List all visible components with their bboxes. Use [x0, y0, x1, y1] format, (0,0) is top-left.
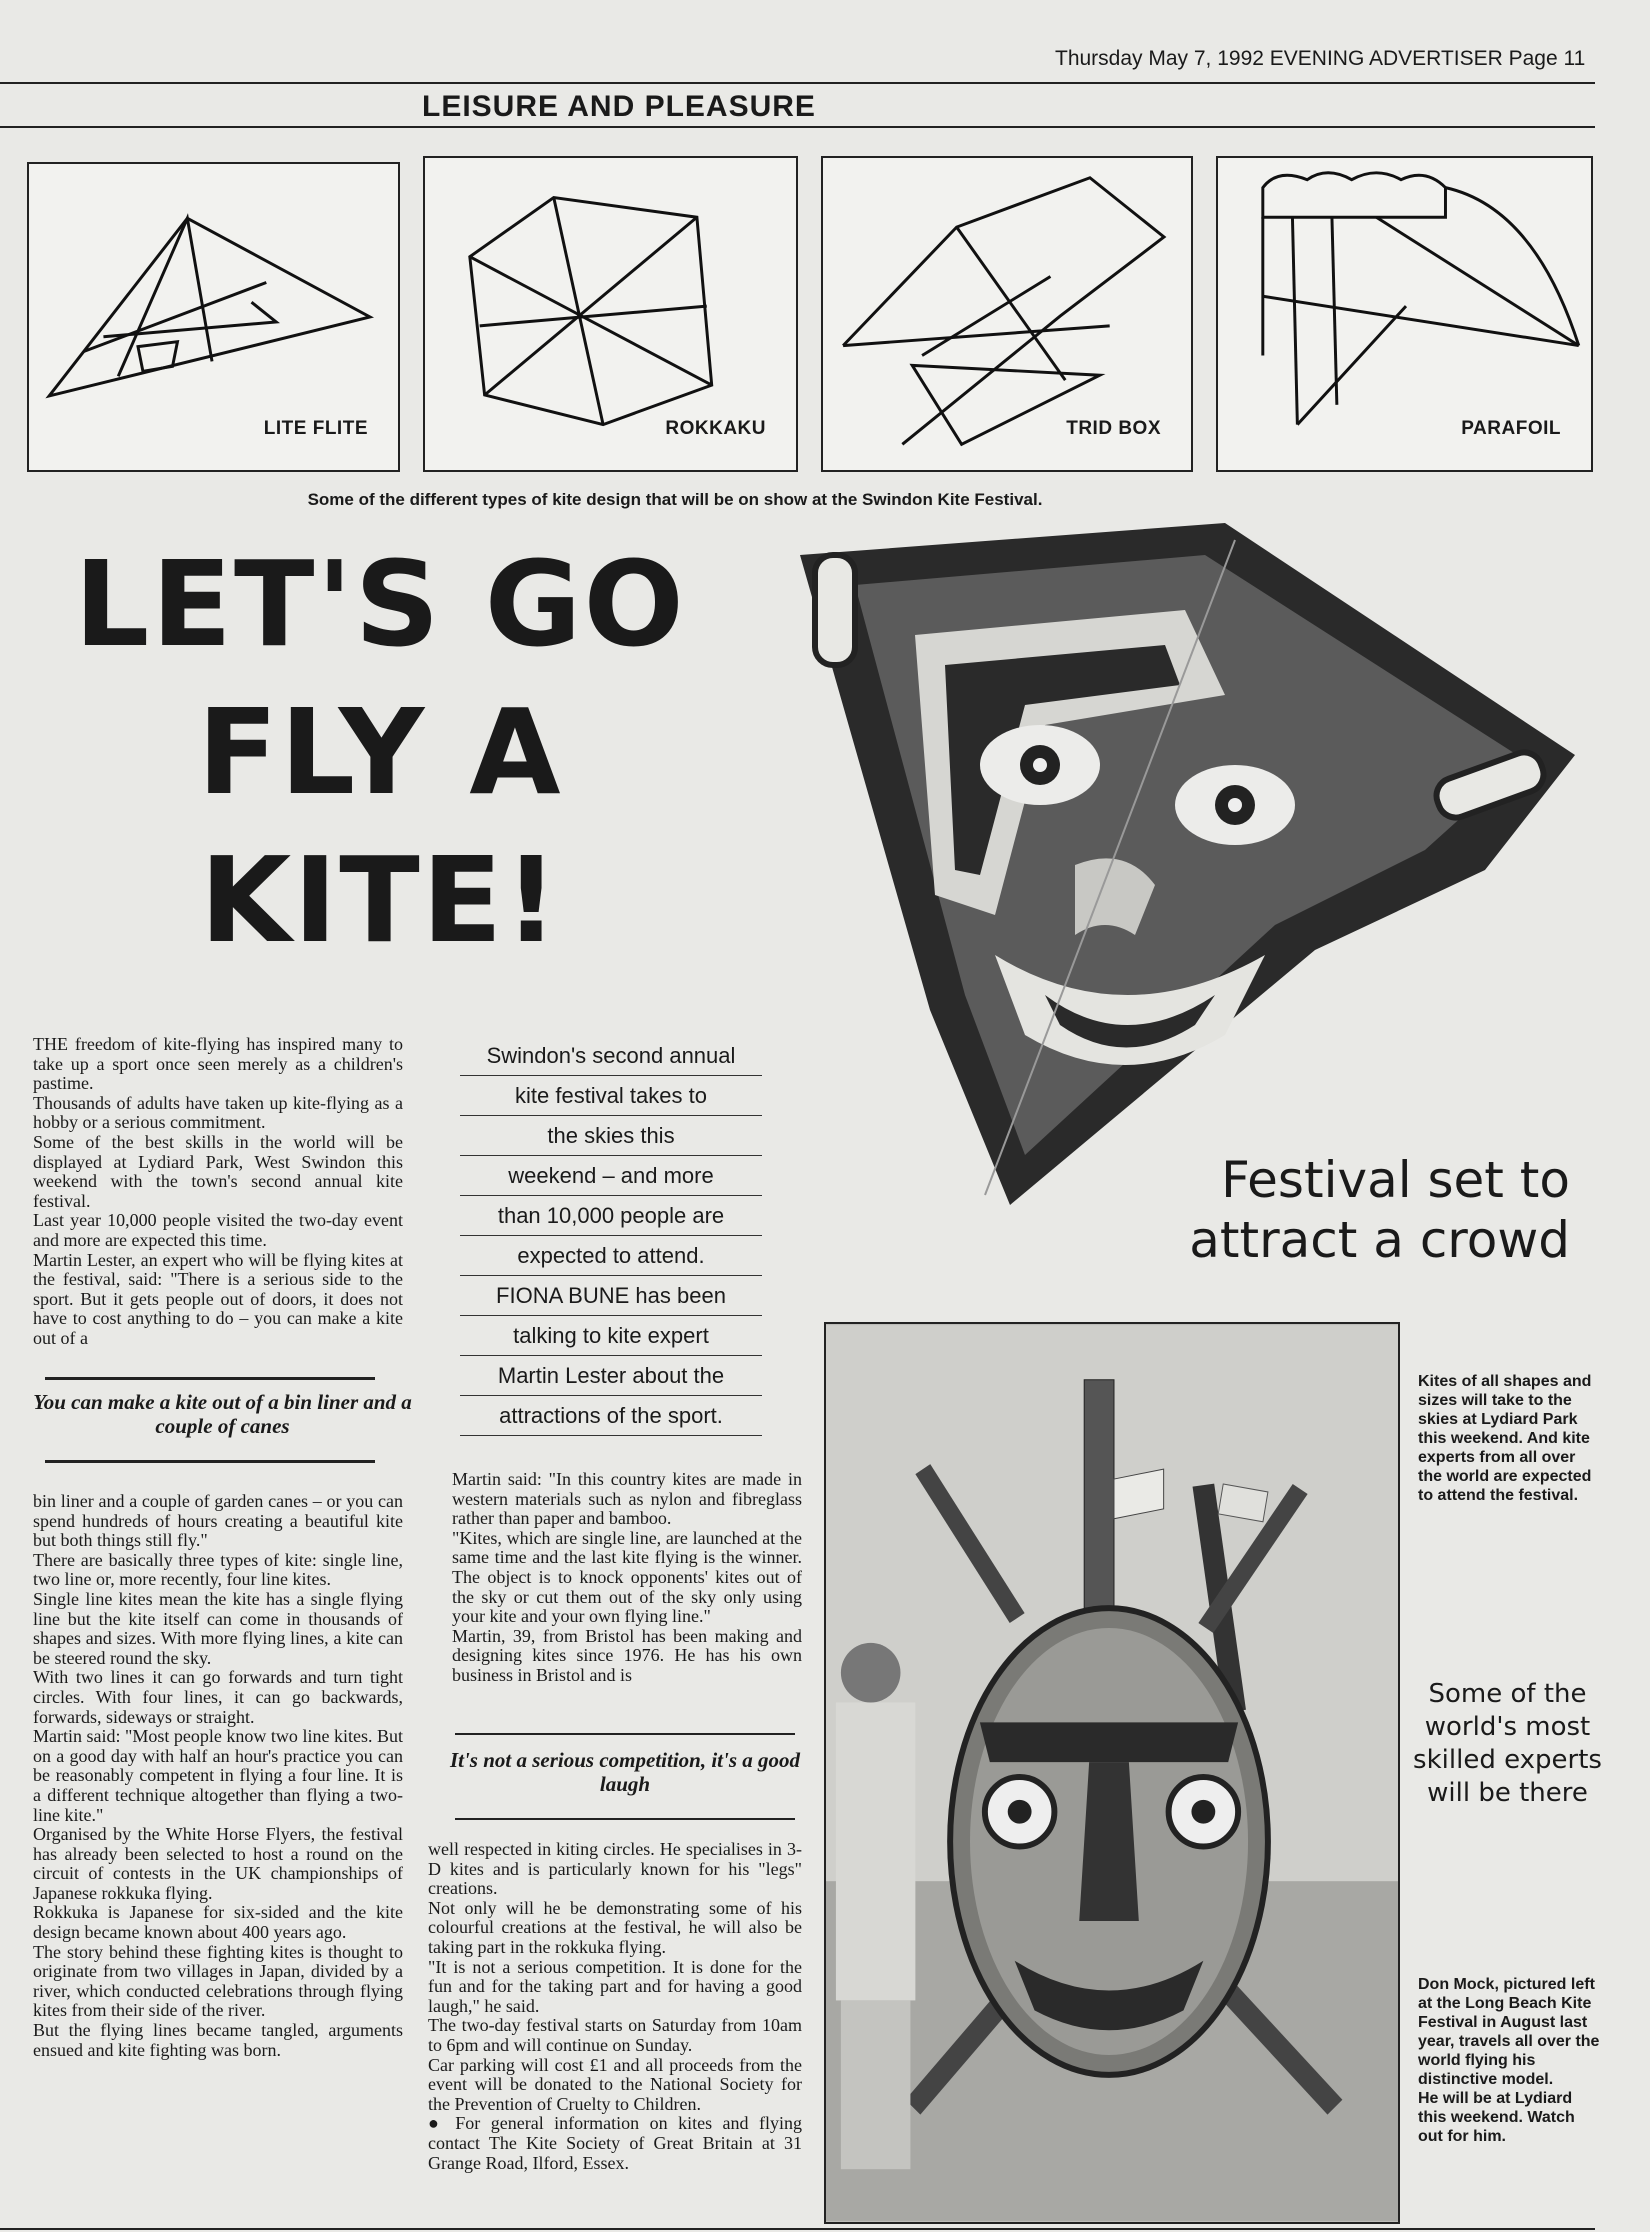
standfirst-line: expected to attend.: [460, 1236, 762, 1276]
mask-kite-image: [795, 515, 1585, 1205]
festival-headline: [1080, 1150, 1570, 1270]
kite-label: PARAFOIL: [1461, 418, 1561, 439]
standfirst-line: FIONA BUNE has been: [460, 1276, 762, 1316]
pullquote-middle: It's not a serious competition, it's a good laugh: [449, 1748, 801, 1796]
pullquote-rule: [455, 1733, 795, 1735]
pullquote-rule: [45, 1377, 375, 1380]
kite-festival-photo: [826, 1324, 1398, 2222]
article-col1-bottom: bin liner and a couple of garden canes – or you can spend hundreds of hours creating a beautiful kite but both things still fly." There are basically three types of kite: single line, two line or, more recently, four line kites. Single line kites mean the kite has a single flying line but the kite itself can come in thousands of shapes and sizes. With more flying lines, a kite can be steered round the sky. With two lines it can go forwards and turn tight circles. With four lines, it can go backwards, forwards, sideways or straight. Martin said: "Most people know two line kites. But on a good day with half an hour's practice you can be reasonably competent in flying a four line. It is a different technique altogether than flying a two-line kite." Organised by the White Horse Flyers, the festival has already been selected to host a round on the circuit of contests in the UK championships of Japanese rokkuka flying. Rokkuka is Japanese for six-sided and the kite design became known about 400 years ago. The story behind these fighting kites is thought to originate from two villages in Japan, divided by a river, which conducted celebrations through flying kites from their side of the river. But the flying lines became tangled, arguments ensued and kite fighting was born.: [33, 1491, 403, 2060]
standfirst-line: the skies this: [460, 1116, 762, 1156]
kite-diagram-trid-box: [821, 156, 1193, 472]
side-caption-top: Kites of all shapes and sizes will take to the skies at Lydiard Park this weekend. And kite experts from all over the world are expected to attend the festival.: [1418, 1373, 1592, 1504]
pullquote-rule: [455, 1818, 795, 1820]
standfirst-line: than 10,000 people are: [460, 1196, 762, 1236]
kite-diagram-lite-flite: [27, 162, 400, 472]
bottom-rule: [0, 2228, 1595, 2230]
kite-label: LITE FLITE: [263, 418, 368, 439]
kite-label: TRID BOX: [1066, 418, 1161, 439]
section-rule: [0, 126, 1595, 128]
standfirst-line: kite festival takes to: [460, 1076, 762, 1116]
article-col1-top: THE freedom of kite-flying has inspired many to take up a sport once seen merely as a children's pastime. Thousands of adults have taken up kite-flying as a hobby or a serious commitment. Some of the best skills in the world will be displayed at Lydiard Park, West Swindon this weekend with the town's second annual kite festival. Last year 10,000 people visited the two-day event and more are expected this time. Martin Lester, an expert who will be flying kites at the festival, said: "There is a serious side to the sport. But it gets people out of doors, it does not have to cost anything to do – you can make a kite out of a: [33, 1034, 403, 1348]
headline-line: LET'S GO: [74, 535, 686, 673]
pullquote-left: You can make a kite out of a bin liner and a couple of canes: [33, 1390, 412, 1438]
standfirst-line: Martin Lester about the: [460, 1356, 762, 1396]
article-col2-bottom: well respected in kiting circles. He specialises in 3-D kites and is particularly known for his "legs" creations. Not only will he be demonstrating some of his colourful creations at the festival, he will also be taking part in the rokkuka flying. "It is not a serious competition. It is done for the fun and for the taking part and for having a good laugh," he said. The two-day festival starts on Saturday from 10am to 6pm and will continue on Sunday. Car parking will cost £1 and all proceeds from the event will be donated to the National Society for the Prevention of Cruelty to Children. ● For general information on kites and flying contact The Kite Society of Great Britain at 31 Grange Road, Ilford, Essex.: [428, 1839, 802, 2173]
side-quote: Some of the world's most skilled experts will be there: [1413, 1679, 1602, 1808]
headline-line: KITE!: [199, 831, 561, 969]
dateline: Thursday May 7, 1992 EVENING ADVERTISER Page 11: [1055, 47, 1586, 70]
standfirst-line: talking to kite expert: [460, 1316, 762, 1356]
kite-diagram-rokkaku: [423, 156, 798, 472]
side-caption-bottom: Don Mock, pictured left at the Long Beach Kite Festival in August last year, travels all over the world flying his distinctive model. He will be at Lydiard this weekend. Watch out for him.: [1418, 1976, 1600, 2145]
kite-diagram-parafoil: [1216, 156, 1593, 472]
article-col2-top: Martin said: "In this country kites are made in western materials such as nylon and fibreglass rather than paper and bamboo. "Kites, which are single line, are launched at the same time and the last kite flying is the winner. The object is to knock opponents' kites out of the sky or cut them out of the sky only using your kite and your own flying line." Martin, 39, from Bristol has been making and designing kites since 1976. He has his own business in Bristol and is: [452, 1469, 802, 1685]
standfirst: [460, 1036, 762, 1436]
headline: [30, 530, 730, 974]
festival-headline-line: attract a crowd: [1189, 1211, 1570, 1269]
mask-kite-photo: [795, 515, 1585, 1205]
standfirst-line: weekend – and more: [460, 1156, 762, 1196]
section-title: LEISURE AND PLEASURE: [422, 90, 816, 123]
pullquote-rule: [45, 1460, 375, 1463]
don-mock-kite-photo: [824, 1322, 1400, 2224]
festival-headline-line: Festival set to: [1221, 1151, 1570, 1209]
headline-line: FLY A: [197, 683, 563, 821]
standfirst-line: attractions of the sport.: [460, 1396, 762, 1436]
header-rule: [0, 82, 1595, 84]
kite-label: ROKKAKU: [665, 418, 766, 439]
standfirst-line: Swindon's second annual: [460, 1036, 762, 1076]
kite-types-caption: Some of the different types of kite design that will be on show at the Swindon Kite Festival.: [307, 490, 1043, 509]
